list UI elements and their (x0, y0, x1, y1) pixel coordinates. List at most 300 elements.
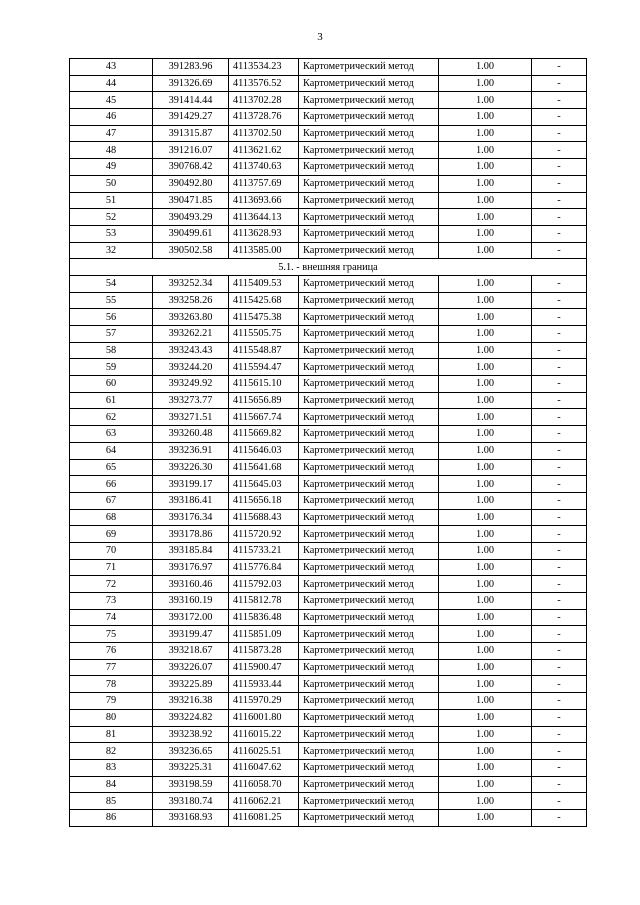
point-number-cell: 50 (70, 175, 153, 192)
method-cell: Картометрический метод (299, 542, 439, 559)
method-cell: Картометрический метод (299, 442, 439, 459)
note-cell: - (532, 726, 587, 743)
x-coordinate-cell: 393224.82 (153, 709, 229, 726)
accuracy-cell: 1.00 (439, 225, 532, 242)
method-cell: Картометрический метод (299, 142, 439, 159)
table-row (70, 309, 587, 326)
accuracy-cell: 1.00 (439, 442, 532, 459)
table-row (70, 59, 587, 76)
accuracy-cell: 1.00 (439, 392, 532, 409)
method-cell: Картометрический метод (299, 626, 439, 643)
y-coordinate-cell: 4115720.92 (229, 526, 299, 543)
table-row (70, 526, 587, 543)
point-number-cell: 70 (70, 542, 153, 559)
table-row (70, 292, 587, 309)
note-cell: - (532, 275, 587, 292)
accuracy-cell: 1.00 (439, 109, 532, 126)
method-cell: Картометрический метод (299, 509, 439, 526)
note-cell: - (532, 242, 587, 259)
y-coordinate-cell: 4115851.09 (229, 626, 299, 643)
method-cell: Картометрический метод (299, 75, 439, 92)
method-cell: Картометрический метод (299, 809, 439, 826)
accuracy-cell: 1.00 (439, 75, 532, 92)
coordinates-table (69, 58, 587, 827)
point-number-cell: 48 (70, 142, 153, 159)
x-coordinate-cell: 393198.59 (153, 776, 229, 793)
y-coordinate-cell: 4115970.29 (229, 693, 299, 710)
accuracy-cell: 1.00 (439, 275, 532, 292)
method-cell: Картометрический метод (299, 109, 439, 126)
accuracy-cell: 1.00 (439, 359, 532, 376)
point-number-cell: 74 (70, 609, 153, 626)
table-row (70, 559, 587, 576)
page-number: 3 (317, 31, 323, 43)
table-row (70, 476, 587, 493)
x-coordinate-cell: 391283.96 (153, 59, 229, 76)
point-number-cell: 65 (70, 459, 153, 476)
point-number-cell: 55 (70, 292, 153, 309)
table-row (70, 125, 587, 142)
y-coordinate-cell: 4115733.21 (229, 542, 299, 559)
note-cell: - (532, 125, 587, 142)
point-number-cell: 57 (70, 326, 153, 343)
x-coordinate-cell: 393273.77 (153, 392, 229, 409)
y-coordinate-cell: 4113702.28 (229, 92, 299, 109)
x-coordinate-cell: 393236.65 (153, 743, 229, 760)
method-cell: Картометрический метод (299, 426, 439, 443)
table-row (70, 326, 587, 343)
table-row (70, 459, 587, 476)
table-row (70, 409, 587, 426)
method-cell: Картометрический метод (299, 743, 439, 760)
accuracy-cell: 1.00 (439, 693, 532, 710)
accuracy-cell: 1.00 (439, 342, 532, 359)
y-coordinate-cell: 4113728.76 (229, 109, 299, 126)
method-cell: Картометрический метод (299, 292, 439, 309)
method-cell: Картометрический метод (299, 793, 439, 810)
x-coordinate-cell: 391216.07 (153, 142, 229, 159)
table-row (70, 75, 587, 92)
accuracy-cell: 1.00 (439, 759, 532, 776)
point-number-cell: 51 (70, 192, 153, 209)
point-number-cell: 63 (70, 426, 153, 443)
x-coordinate-cell: 393185.84 (153, 542, 229, 559)
accuracy-cell: 1.00 (439, 542, 532, 559)
x-coordinate-cell: 393262.21 (153, 326, 229, 343)
y-coordinate-cell: 4116001.80 (229, 709, 299, 726)
note-cell: - (532, 593, 587, 610)
point-number-cell: 86 (70, 809, 153, 826)
accuracy-cell: 1.00 (439, 743, 532, 760)
method-cell: Картометрический метод (299, 759, 439, 776)
note-cell: - (532, 426, 587, 443)
method-cell: Картометрический метод (299, 342, 439, 359)
table-row (70, 192, 587, 209)
accuracy-cell: 1.00 (439, 809, 532, 826)
method-cell: Картометрический метод (299, 209, 439, 226)
table-row (70, 376, 587, 393)
method-cell: Картометрический метод (299, 275, 439, 292)
y-coordinate-cell: 4115656.89 (229, 392, 299, 409)
y-coordinate-cell: 4116058.70 (229, 776, 299, 793)
y-coordinate-cell: 4116047.62 (229, 759, 299, 776)
table-row (70, 492, 587, 509)
accuracy-cell: 1.00 (439, 409, 532, 426)
y-coordinate-cell: 4115792.03 (229, 576, 299, 593)
x-coordinate-cell: 393271.51 (153, 409, 229, 426)
method-cell: Картометрический метод (299, 776, 439, 793)
y-coordinate-cell: 4116062.21 (229, 793, 299, 810)
section-row-group (70, 259, 587, 276)
method-cell: Картометрический метод (299, 376, 439, 393)
note-cell: - (532, 442, 587, 459)
y-coordinate-cell: 4116015.22 (229, 726, 299, 743)
note-cell: - (532, 92, 587, 109)
table-row (70, 693, 587, 710)
y-coordinate-cell: 4115425.68 (229, 292, 299, 309)
accuracy-cell: 1.00 (439, 292, 532, 309)
note-cell: - (532, 225, 587, 242)
accuracy-cell: 1.00 (439, 676, 532, 693)
method-cell: Картометрический метод (299, 526, 439, 543)
method-cell: Картометрический метод (299, 726, 439, 743)
table-row (70, 659, 587, 676)
point-number-cell: 43 (70, 59, 153, 76)
y-coordinate-cell: 4116081.25 (229, 809, 299, 826)
accuracy-cell: 1.00 (439, 509, 532, 526)
coordinates-table-body-top (70, 59, 587, 259)
note-cell: - (532, 659, 587, 676)
x-coordinate-cell: 393216.38 (153, 693, 229, 710)
note-cell: - (532, 492, 587, 509)
table-row (70, 576, 587, 593)
y-coordinate-cell: 4115475.38 (229, 309, 299, 326)
method-cell: Картометрический метод (299, 192, 439, 209)
coordinates-table-body-bottom (70, 275, 587, 826)
x-coordinate-cell: 393238.92 (153, 726, 229, 743)
y-coordinate-cell: 4115669.82 (229, 426, 299, 443)
note-cell: - (532, 526, 587, 543)
y-coordinate-cell: 4115641.68 (229, 459, 299, 476)
point-number-cell: 80 (70, 709, 153, 726)
point-number-cell: 71 (70, 559, 153, 576)
accuracy-cell: 1.00 (439, 426, 532, 443)
y-coordinate-cell: 4113757.69 (229, 175, 299, 192)
x-coordinate-cell: 393252.34 (153, 275, 229, 292)
note-cell: - (532, 676, 587, 693)
point-number-cell: 49 (70, 159, 153, 176)
table-row (70, 442, 587, 459)
note-cell: - (532, 409, 587, 426)
accuracy-cell: 1.00 (439, 643, 532, 660)
y-coordinate-cell: 4115776.84 (229, 559, 299, 576)
note-cell: - (532, 309, 587, 326)
note-cell: - (532, 292, 587, 309)
point-number-cell: 62 (70, 409, 153, 426)
x-coordinate-cell: 393236.91 (153, 442, 229, 459)
x-coordinate-cell: 391315.87 (153, 125, 229, 142)
y-coordinate-cell: 4113628.93 (229, 225, 299, 242)
note-cell: - (532, 809, 587, 826)
method-cell: Картометрический метод (299, 326, 439, 343)
x-coordinate-cell: 393172.00 (153, 609, 229, 626)
point-number-cell: 64 (70, 442, 153, 459)
note-cell: - (532, 359, 587, 376)
accuracy-cell: 1.00 (439, 476, 532, 493)
y-coordinate-cell: 4113740.63 (229, 159, 299, 176)
table-row (70, 209, 587, 226)
x-coordinate-cell: 393249.92 (153, 376, 229, 393)
note-cell: - (532, 776, 587, 793)
x-coordinate-cell: 390492.80 (153, 175, 229, 192)
table-row (70, 175, 587, 192)
x-coordinate-cell: 393168.93 (153, 809, 229, 826)
y-coordinate-cell: 4115594.47 (229, 359, 299, 376)
x-coordinate-cell: 390493.29 (153, 209, 229, 226)
point-number-cell: 46 (70, 109, 153, 126)
note-cell: - (532, 109, 587, 126)
table-row (70, 609, 587, 626)
accuracy-cell: 1.00 (439, 576, 532, 593)
x-coordinate-cell: 391429.27 (153, 109, 229, 126)
accuracy-cell: 1.00 (439, 526, 532, 543)
y-coordinate-cell: 4115409.53 (229, 275, 299, 292)
note-cell: - (532, 509, 587, 526)
y-coordinate-cell: 4115667.74 (229, 409, 299, 426)
y-coordinate-cell: 4115548.87 (229, 342, 299, 359)
table-row (70, 793, 587, 810)
table-row (70, 542, 587, 559)
x-coordinate-cell: 393225.89 (153, 676, 229, 693)
method-cell: Картометрический метод (299, 593, 439, 610)
table-row (70, 159, 587, 176)
note-cell: - (532, 376, 587, 393)
point-number-cell: 73 (70, 593, 153, 610)
note-cell: - (532, 142, 587, 159)
method-cell: Картометрический метод (299, 676, 439, 693)
method-cell: Картометрический метод (299, 159, 439, 176)
method-cell: Картометрический метод (299, 492, 439, 509)
point-number-cell: 76 (70, 643, 153, 660)
x-coordinate-cell: 393226.30 (153, 459, 229, 476)
table-row (70, 759, 587, 776)
accuracy-cell: 1.00 (439, 726, 532, 743)
accuracy-cell: 1.00 (439, 626, 532, 643)
table-row (70, 626, 587, 643)
accuracy-cell: 1.00 (439, 793, 532, 810)
y-coordinate-cell: 4115615.10 (229, 376, 299, 393)
table-row (70, 109, 587, 126)
x-coordinate-cell: 393260.48 (153, 426, 229, 443)
method-cell: Картометрический метод (299, 59, 439, 76)
table-row (70, 392, 587, 409)
note-cell: - (532, 609, 587, 626)
point-number-cell: 60 (70, 376, 153, 393)
note-cell: - (532, 476, 587, 493)
point-number-cell: 32 (70, 242, 153, 259)
x-coordinate-cell: 390768.42 (153, 159, 229, 176)
accuracy-cell: 1.00 (439, 125, 532, 142)
method-cell: Картометрический метод (299, 643, 439, 660)
accuracy-cell: 1.00 (439, 59, 532, 76)
point-number-cell: 75 (70, 626, 153, 643)
x-coordinate-cell: 393186.41 (153, 492, 229, 509)
note-cell: - (532, 175, 587, 192)
table-row (70, 92, 587, 109)
method-cell: Картометрический метод (299, 659, 439, 676)
table-row (70, 726, 587, 743)
x-coordinate-cell: 393225.31 (153, 759, 229, 776)
x-coordinate-cell: 393218.67 (153, 643, 229, 660)
x-coordinate-cell: 393178.86 (153, 526, 229, 543)
note-cell: - (532, 793, 587, 810)
table-row (70, 225, 587, 242)
accuracy-cell: 1.00 (439, 92, 532, 109)
note-cell: - (532, 192, 587, 209)
accuracy-cell: 1.00 (439, 593, 532, 610)
point-number-cell: 66 (70, 476, 153, 493)
point-number-cell: 61 (70, 392, 153, 409)
method-cell: Картометрический метод (299, 125, 439, 142)
y-coordinate-cell: 4115836.48 (229, 609, 299, 626)
table-row (70, 809, 587, 826)
y-coordinate-cell: 4115812.78 (229, 593, 299, 610)
point-number-cell: 83 (70, 759, 153, 776)
accuracy-cell: 1.00 (439, 309, 532, 326)
table-row (70, 275, 587, 292)
section-title: 5.1. - внешняя граница (70, 259, 587, 276)
x-coordinate-cell: 390502.58 (153, 242, 229, 259)
x-coordinate-cell: 390499.61 (153, 225, 229, 242)
y-coordinate-cell: 4115656.18 (229, 492, 299, 509)
accuracy-cell: 1.00 (439, 376, 532, 393)
accuracy-cell: 1.00 (439, 709, 532, 726)
method-cell: Картометрический метод (299, 709, 439, 726)
point-number-cell: 45 (70, 92, 153, 109)
accuracy-cell: 1.00 (439, 159, 532, 176)
table-row (70, 426, 587, 443)
point-number-cell: 79 (70, 693, 153, 710)
section-header-row (70, 259, 587, 276)
y-coordinate-cell: 4116025.51 (229, 743, 299, 760)
y-coordinate-cell: 4115688.43 (229, 509, 299, 526)
note-cell: - (532, 75, 587, 92)
x-coordinate-cell: 393176.34 (153, 509, 229, 526)
note-cell: - (532, 559, 587, 576)
table-row (70, 342, 587, 359)
table-row (70, 142, 587, 159)
x-coordinate-cell: 393180.74 (153, 793, 229, 810)
y-coordinate-cell: 4113576.52 (229, 75, 299, 92)
point-number-cell: 78 (70, 676, 153, 693)
method-cell: Картометрический метод (299, 576, 439, 593)
accuracy-cell: 1.00 (439, 209, 532, 226)
method-cell: Картометрический метод (299, 92, 439, 109)
note-cell: - (532, 576, 587, 593)
accuracy-cell: 1.00 (439, 659, 532, 676)
y-coordinate-cell: 4113585.00 (229, 242, 299, 259)
method-cell: Картометрический метод (299, 359, 439, 376)
x-coordinate-cell: 393226.07 (153, 659, 229, 676)
y-coordinate-cell: 4113621.62 (229, 142, 299, 159)
note-cell: - (532, 209, 587, 226)
x-coordinate-cell: 393176.97 (153, 559, 229, 576)
x-coordinate-cell: 393244.20 (153, 359, 229, 376)
table-row (70, 776, 587, 793)
table-row (70, 676, 587, 693)
note-cell: - (532, 643, 587, 660)
point-number-cell: 52 (70, 209, 153, 226)
accuracy-cell: 1.00 (439, 142, 532, 159)
point-number-cell: 47 (70, 125, 153, 142)
accuracy-cell: 1.00 (439, 192, 532, 209)
note-cell: - (532, 459, 587, 476)
point-number-cell: 68 (70, 509, 153, 526)
x-coordinate-cell: 393199.47 (153, 626, 229, 643)
method-cell: Картометрический метод (299, 409, 439, 426)
point-number-cell: 84 (70, 776, 153, 793)
y-coordinate-cell: 4115933.44 (229, 676, 299, 693)
y-coordinate-cell: 4113644.13 (229, 209, 299, 226)
point-number-cell: 44 (70, 75, 153, 92)
accuracy-cell: 1.00 (439, 175, 532, 192)
method-cell: Картометрический метод (299, 693, 439, 710)
point-number-cell: 85 (70, 793, 153, 810)
note-cell: - (532, 392, 587, 409)
y-coordinate-cell: 4115505.75 (229, 326, 299, 343)
method-cell: Картометрический метод (299, 225, 439, 242)
table-row (70, 359, 587, 376)
accuracy-cell: 1.00 (439, 326, 532, 343)
x-coordinate-cell: 393263.80 (153, 309, 229, 326)
point-number-cell: 56 (70, 309, 153, 326)
x-coordinate-cell: 391326.69 (153, 75, 229, 92)
x-coordinate-cell: 393160.46 (153, 576, 229, 593)
method-cell: Картометрический метод (299, 609, 439, 626)
point-number-cell: 58 (70, 342, 153, 359)
method-cell: Картометрический метод (299, 242, 439, 259)
accuracy-cell: 1.00 (439, 609, 532, 626)
x-coordinate-cell: 393160.19 (153, 593, 229, 610)
accuracy-cell: 1.00 (439, 559, 532, 576)
method-cell: Картометрический метод (299, 392, 439, 409)
point-number-cell: 59 (70, 359, 153, 376)
accuracy-cell: 1.00 (439, 459, 532, 476)
x-coordinate-cell: 393258.26 (153, 292, 229, 309)
point-number-cell: 54 (70, 275, 153, 292)
note-cell: - (532, 626, 587, 643)
note-cell: - (532, 342, 587, 359)
note-cell: - (532, 743, 587, 760)
method-cell: Картометрический метод (299, 559, 439, 576)
accuracy-cell: 1.00 (439, 776, 532, 793)
note-cell: - (532, 59, 587, 76)
y-coordinate-cell: 4113702.50 (229, 125, 299, 142)
note-cell: - (532, 693, 587, 710)
x-coordinate-cell: 393199.17 (153, 476, 229, 493)
table-row (70, 242, 587, 259)
table-row (70, 643, 587, 660)
y-coordinate-cell: 4115645.03 (229, 476, 299, 493)
point-number-cell: 69 (70, 526, 153, 543)
table-row (70, 593, 587, 610)
point-number-cell: 82 (70, 743, 153, 760)
y-coordinate-cell: 4113534.23 (229, 59, 299, 76)
point-number-cell: 72 (70, 576, 153, 593)
note-cell: - (532, 159, 587, 176)
x-coordinate-cell: 391414.44 (153, 92, 229, 109)
note-cell: - (532, 709, 587, 726)
